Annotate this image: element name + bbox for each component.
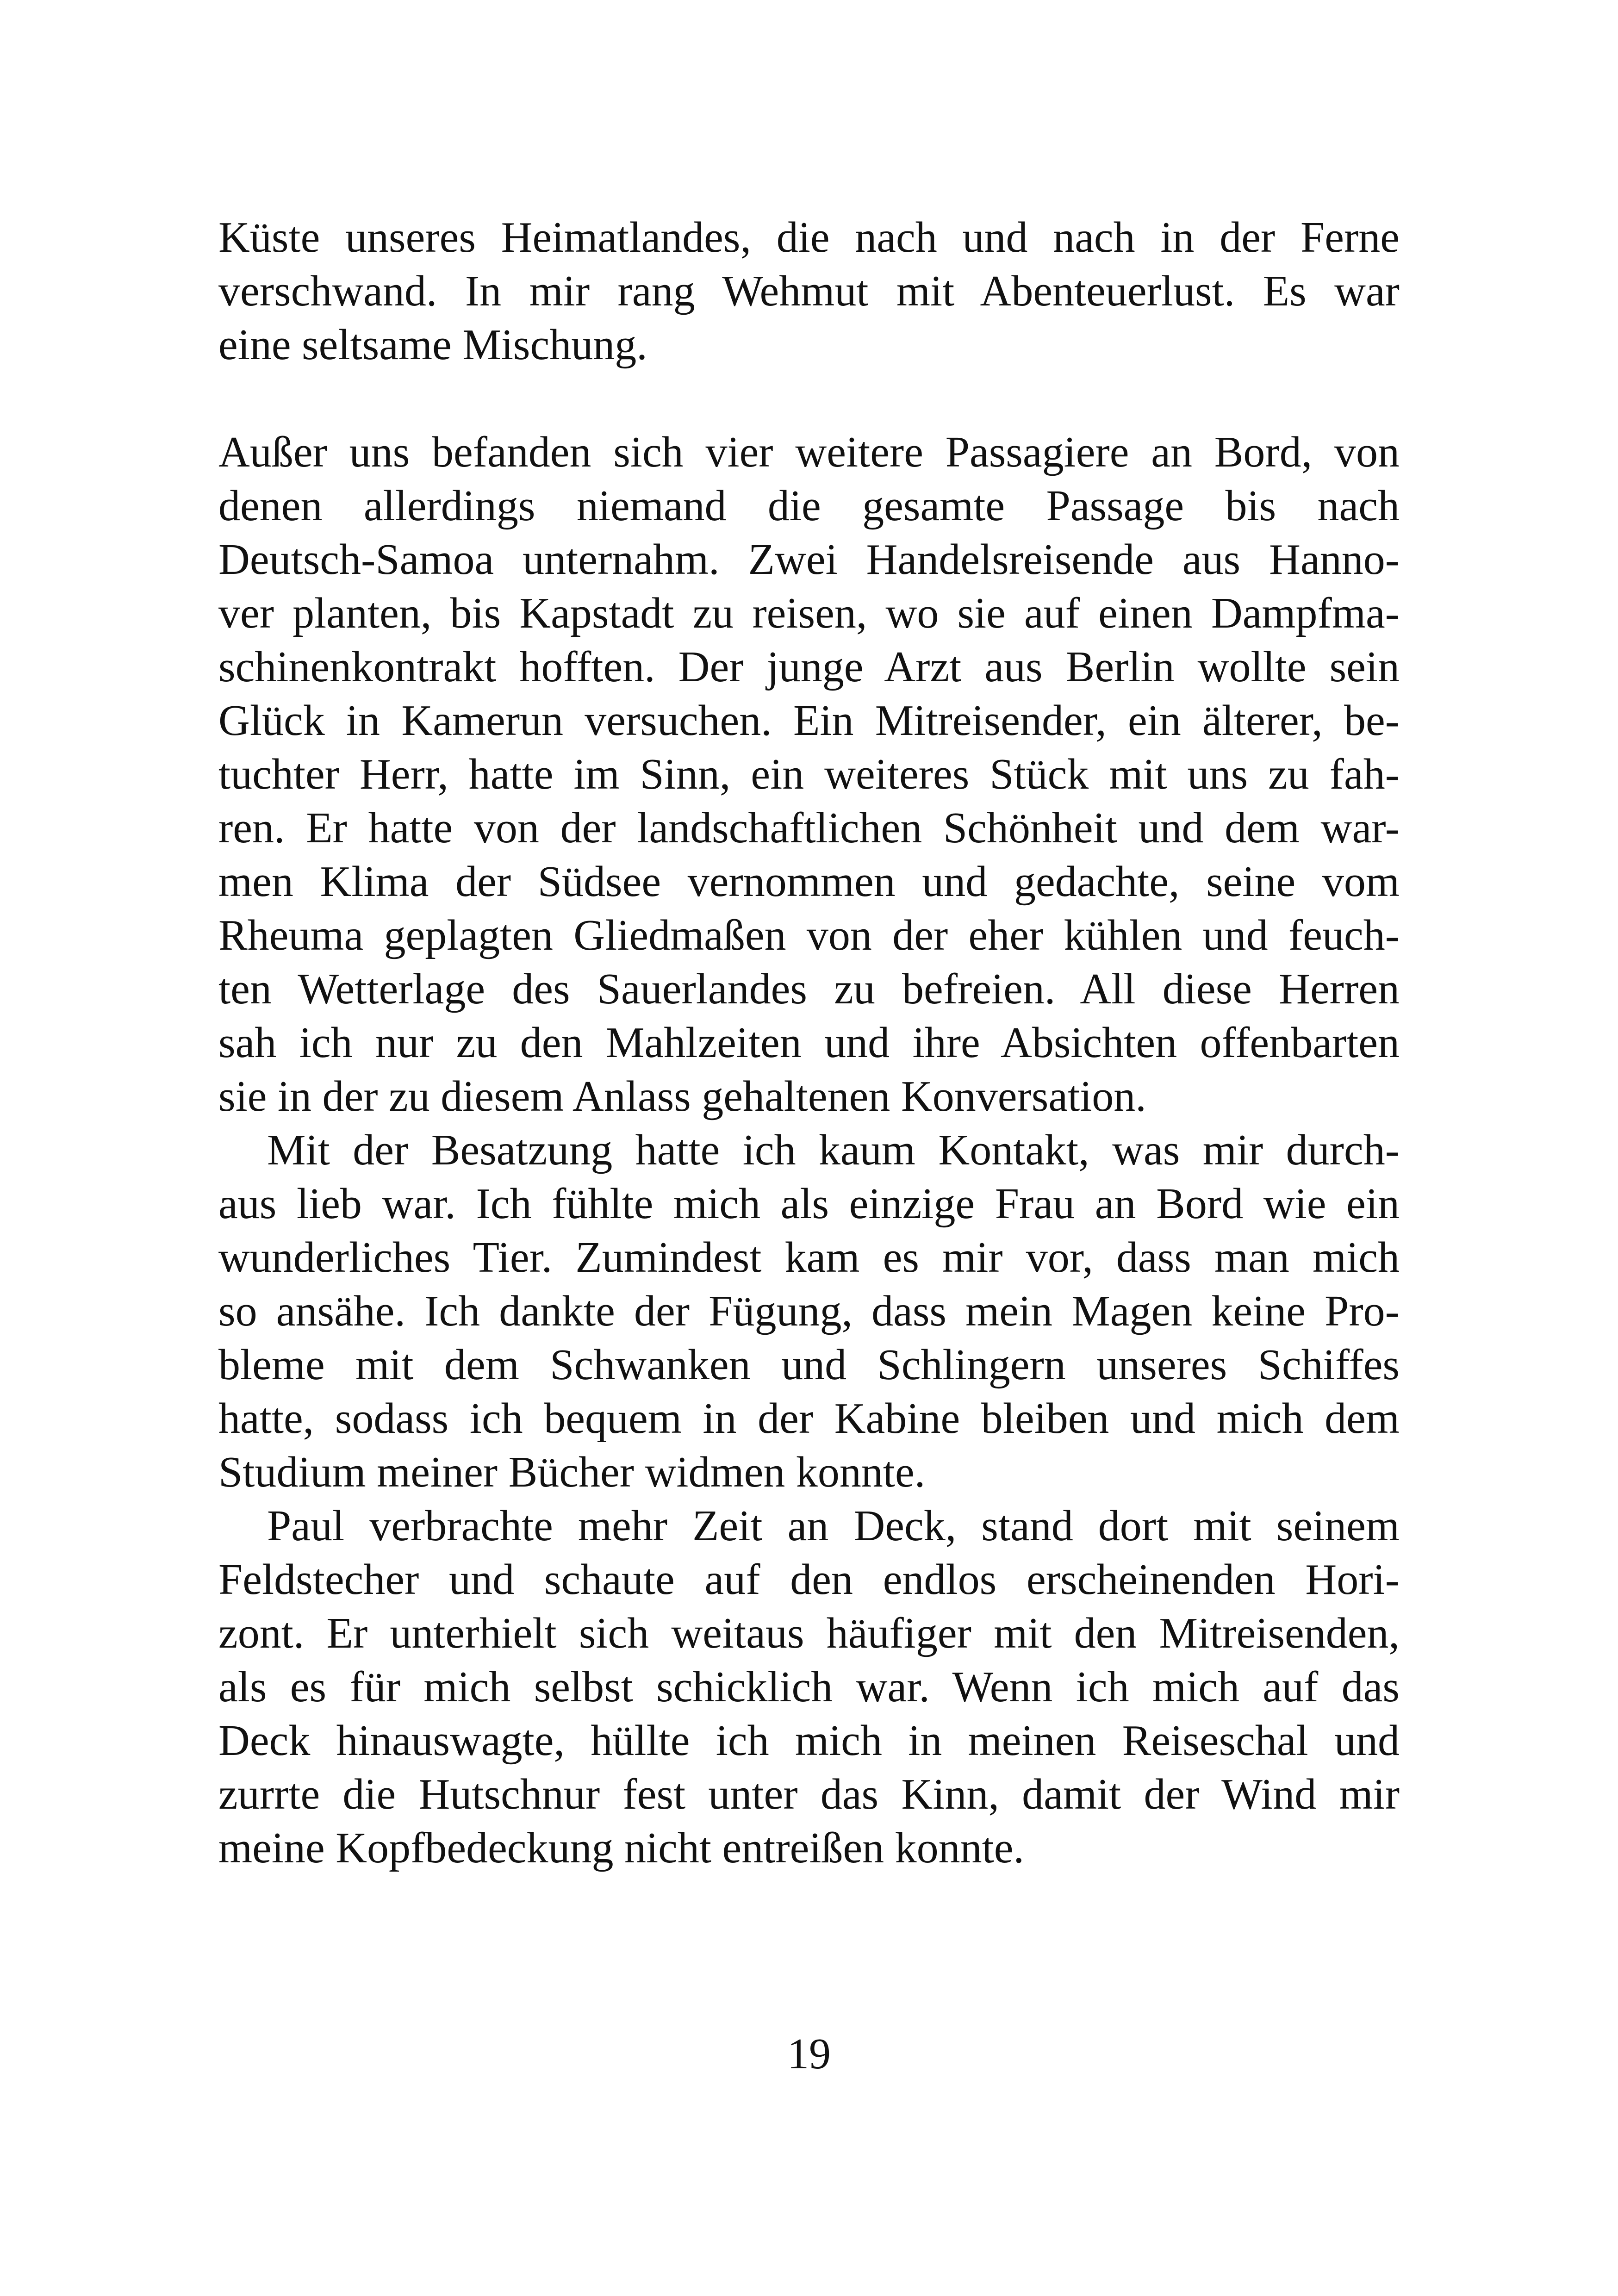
- text-line: sah ich nur zu den Mahlzeiten und ihre Absichten offenbarten: [218, 1019, 1400, 1067]
- text-line: Küste unseres Heimatlandes, die nach und nach in der Ferne: [218, 213, 1400, 261]
- text-line: ver planten, bis Kapstadt zu reisen, wo sie auf einen Dampfma-: [218, 589, 1400, 637]
- paragraph: [218, 425, 1400, 1123]
- text-line: eine seltsame Mischung.: [218, 321, 647, 369]
- text-line: denen allerdings niemand die gesamte Passage bis nach: [218, 482, 1400, 530]
- paragraph-gap: [218, 372, 1400, 425]
- text-line: Deck hinauswagte, hüllte ich mich in meinen Reiseschal und: [218, 1717, 1400, 1765]
- text-line: Paul verbrachte mehr Zeit an Deck, stand dort mit seinem: [267, 1502, 1400, 1550]
- body-text: [218, 211, 1400, 1875]
- text-line: zurrte die Hutschnur fest unter das Kinn, damit der Wind mir: [218, 1770, 1400, 1818]
- text-line: Studium meiner Bücher widmen konnte.: [218, 1448, 926, 1496]
- text-line: verschwand. In mir rang Wehmut mit Abenteuerlust. Es war: [218, 267, 1400, 315]
- text-line: aus lieb war. Ich fühlte mich als einzige Frau an Bord wie ein: [218, 1180, 1400, 1228]
- text-line: so ansähe. Ich dankte der Fügung, dass mein Magen keine Pro-: [218, 1287, 1400, 1335]
- paragraph: [218, 1499, 1400, 1875]
- text-line: zont. Er unterhielt sich weitaus häufiger mit den Mitreisenden,: [218, 1609, 1400, 1657]
- page-number: 19: [787, 2030, 831, 2078]
- text-line: bleme mit dem Schwanken und Schlingern unseres Schiffes: [218, 1341, 1400, 1389]
- text-line: wunderliches Tier. Zumindest kam es mir vor, dass man mich: [218, 1233, 1400, 1282]
- text-line: Außer uns befanden sich vier weitere Passagiere an Bord, von: [218, 428, 1400, 476]
- text-line: Deutsch-Samoa unternahm. Zwei Handelsreisende aus Hanno-: [218, 535, 1400, 584]
- text-line: als es für mich selbst schicklich war. Wenn ich mich auf das: [218, 1663, 1400, 1711]
- text-line: Rheuma geplagten Gliedmaßen von der eher kühlen und feuch-: [218, 911, 1400, 959]
- text-line: Mit der Besatzung hatte ich kaum Kontakt, was mir durch-: [267, 1126, 1400, 1174]
- paragraph: [218, 1123, 1400, 1499]
- text-line: ten Wetterlage des Sauerlandes zu befreien. All diese Herren: [218, 965, 1400, 1013]
- text-line: schinenkontrakt hofften. Der junge Arzt aus Berlin wollte sein: [218, 643, 1400, 691]
- text-line: tuchter Herr, hatte im Sinn, ein weiteres Stück mit uns zu fah-: [218, 750, 1400, 798]
- text-line: ren. Er hatte von der landschaftlichen Schönheit und dem war-: [218, 804, 1400, 852]
- text-line: Feldstecher und schaute auf den endlos erscheinenden Hori-: [218, 1556, 1400, 1604]
- text-line: men Klima der Südsee vernommen und gedachte, seine vom: [218, 858, 1400, 906]
- paragraph: [218, 211, 1400, 372]
- text-line: hatte, sodass ich bequem in der Kabine bleiben und mich dem: [218, 1394, 1400, 1443]
- text-line: Glück in Kamerun versuchen. Ein Mitreisender, ein älterer, be-: [218, 697, 1400, 745]
- text-line: meine Kopfbedeckung nicht entreißen konnte.: [218, 1824, 1025, 1872]
- text-line: sie in der zu diesem Anlass gehaltenen Konversation.: [218, 1072, 1146, 1120]
